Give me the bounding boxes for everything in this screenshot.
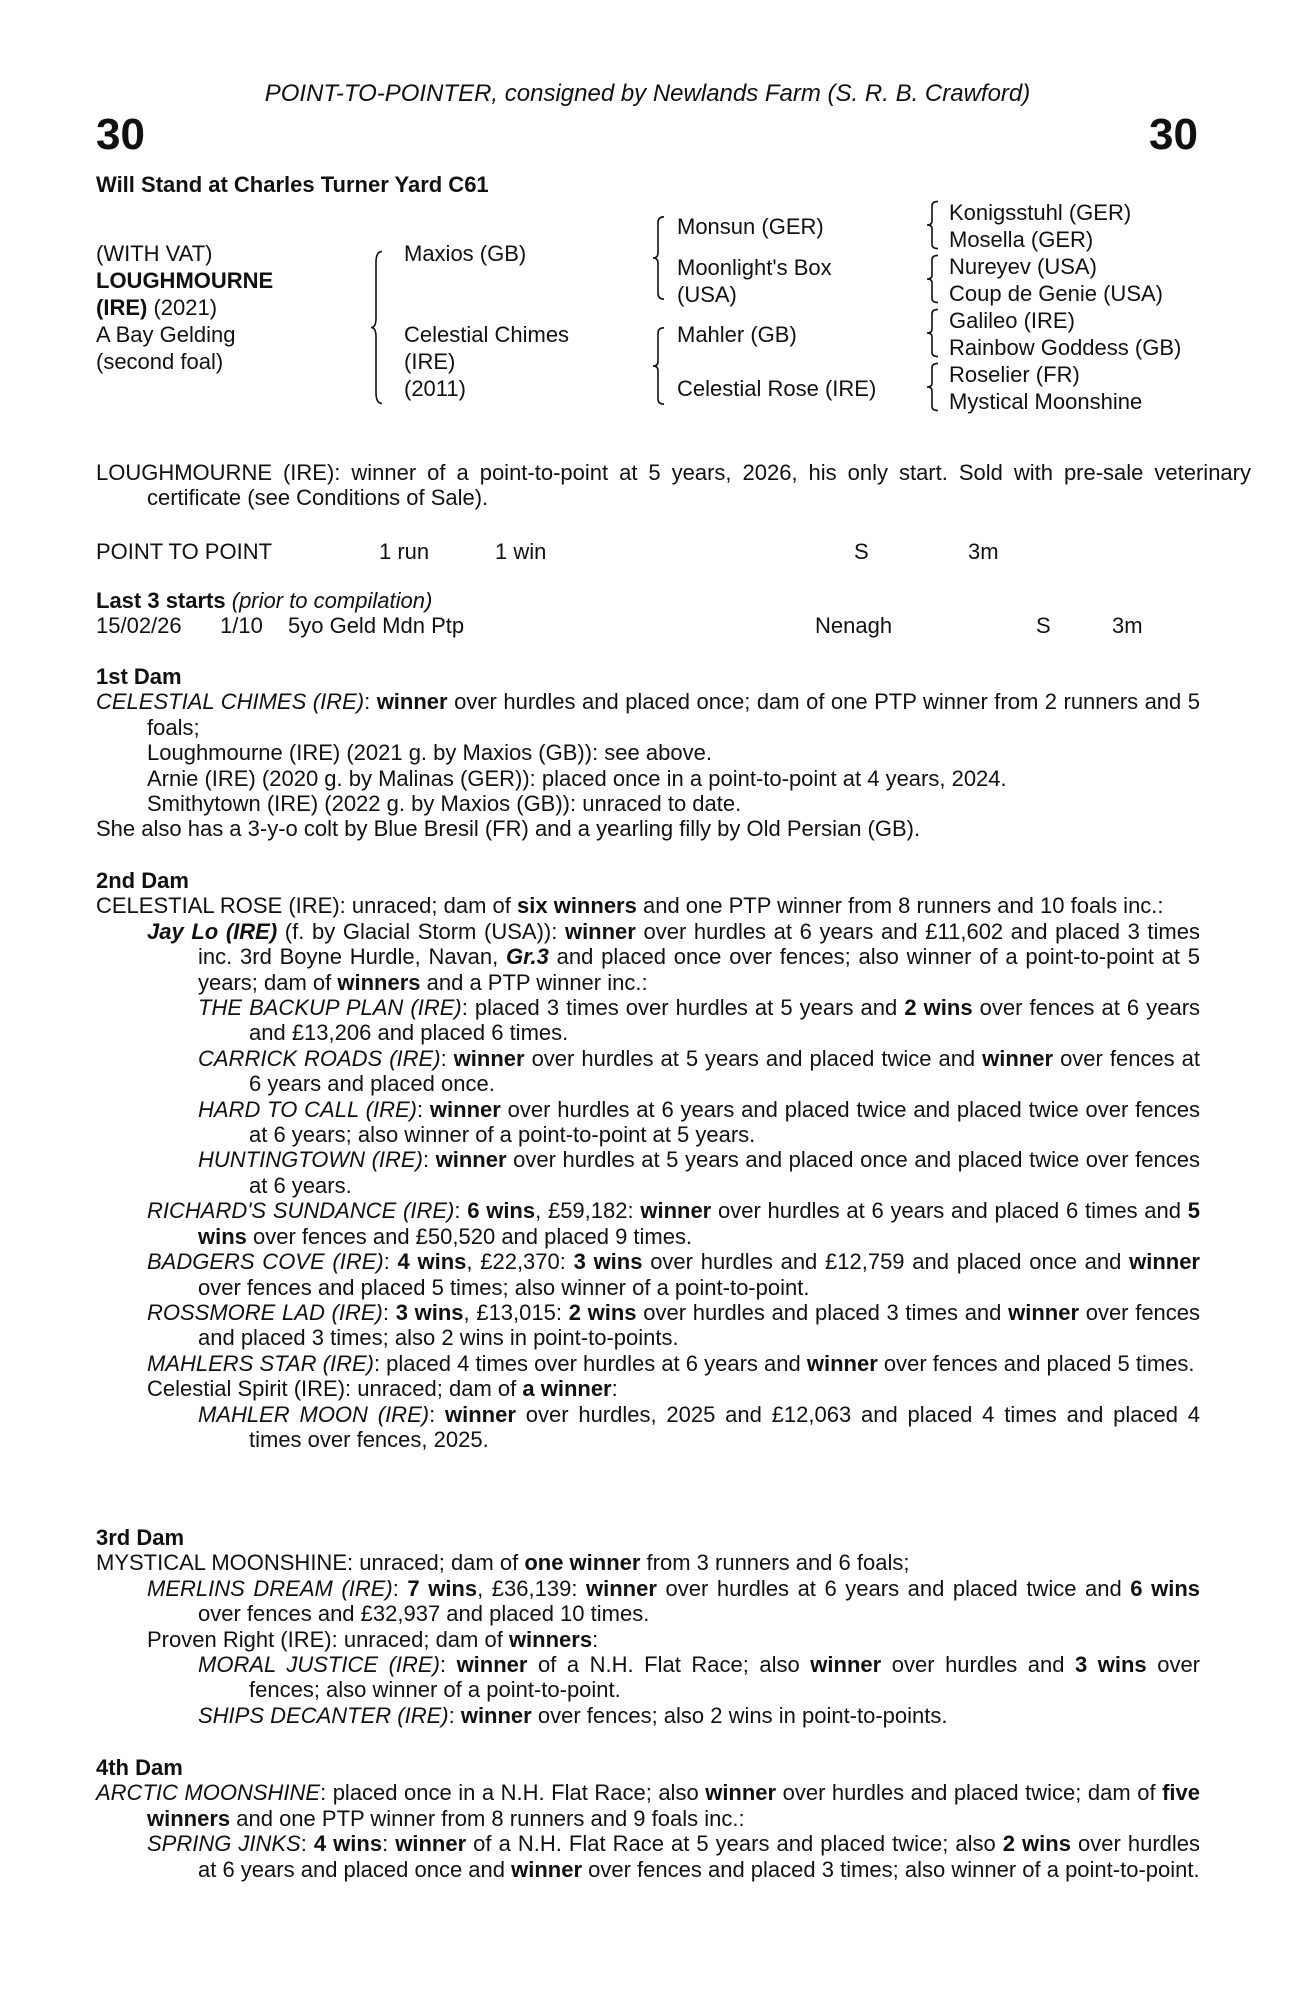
record-type: POINT TO POINT [96, 539, 273, 564]
last-starts [96, 588, 1200, 639]
text-run: of a N.H. Flat Race; also [527, 1652, 811, 1678]
text-run: over hurdles and placed twice; dam of [776, 1780, 1163, 1806]
start-distance: 3m [1112, 613, 1143, 639]
text-run: over hurdles at 6 years and £11,602 and placed 3 times inc. 3rd Boyne Hurdle, Navan, [198, 918, 1200, 970]
pedigree-entry [96, 1627, 1200, 1652]
italic-text: MERLINS DREAM (IRE) [147, 1575, 393, 1601]
ggp-3: Nureyev (USA) [949, 254, 1097, 279]
italic-text: CARRICK ROADS (IRE) [198, 1045, 441, 1071]
text-run: over fences and £32,937 and placed 10 times. [198, 1601, 650, 1627]
italic-text: RICHARD'S SUNDANCE (IRE) [147, 1198, 455, 1224]
pedigree-entry [96, 689, 1200, 740]
bold-text: winners [337, 969, 421, 995]
last-starts-heading: Last 3 starts [96, 588, 226, 613]
italic-text: MORAL JUSTICE (IRE) [198, 1652, 440, 1678]
text-run: : [429, 1401, 446, 1427]
pedigree-entry [96, 1576, 1200, 1627]
bold-text: winner [445, 1401, 516, 1427]
section-heading: 3rd Dam [96, 1525, 185, 1550]
text-run: and one PTP winner from 8 runners and 9 foals inc.: [230, 1805, 745, 1831]
pedigree-entry [96, 1831, 1200, 1882]
bold-text: winner [511, 1856, 583, 1882]
text-run: Arnie (IRE) (2020 g. by Malinas (GER)): placed once in a point-to-point at 4 years, 2024. [147, 765, 1007, 791]
italic-text: HARD TO CALL (IRE) [198, 1096, 417, 1122]
dam-sire: Mahler (GB) [677, 322, 797, 347]
ggp-7: Roselier (FR) [949, 362, 1080, 387]
text-run: over hurdles at 6 years and placed twice and placed twice over fences at 6 years; also winner of a point-to-point at 5 years. [249, 1096, 1200, 1148]
bold-text: winner [586, 1575, 657, 1601]
italic-text: MAHLERS STAR (IRE) [147, 1350, 374, 1376]
text-run: over fences and placed 5 times. [877, 1350, 1195, 1376]
bold-text: Gr.3 [506, 944, 549, 970]
start-course: Nenagh [815, 613, 893, 639]
text-run: , £13,015: [463, 1299, 569, 1325]
pedigree-entry [96, 1652, 1200, 1703]
start-position: 1/10 [220, 613, 263, 639]
bold-text: winner [705, 1780, 777, 1806]
bold-text: winner [1008, 1299, 1080, 1325]
text-run: over fences; also 2 wins in point-to-points. [531, 1702, 948, 1728]
italic-text: MAHLER MOON (IRE) [198, 1401, 430, 1427]
italic-text: SPRING JINKS [147, 1831, 301, 1857]
bold-text: Jay Lo (IRE) [147, 918, 278, 944]
pedigree-entry [96, 1147, 1200, 1198]
section-heading: 1st Dam [96, 664, 182, 689]
bold-text: winner [456, 1652, 528, 1678]
horse-country: (IRE) [96, 295, 148, 320]
lot-number-left: 30 [96, 110, 145, 159]
bold-text: winner [806, 1350, 878, 1376]
text-run: and a PTP winner inc.: [420, 969, 648, 995]
ggp-8: Mystical Moonshine [949, 389, 1143, 414]
text-run: : [364, 689, 377, 715]
text-run: Loughmourne (IRE) (2021 g. by Maxios (GB)): see above. [147, 740, 712, 766]
text-run: She also has a 3-y-o colt by Blue Bresil (FR) and a yearling filly by Old Persian (GB). [96, 816, 921, 842]
text-run: of a N.H. Flat Race at 5 years and placed twice; also [466, 1831, 1003, 1857]
text-run: : [416, 1096, 430, 1122]
text-run: Proven Right (IRE): unraced; dam of [147, 1626, 509, 1652]
text-run: : [448, 1702, 461, 1728]
text-run: CELESTIAL ROSE (IRE): unraced; dam of [96, 893, 518, 919]
bold-text: winner [435, 1147, 507, 1173]
race-record [96, 539, 1200, 565]
horse-origin [96, 294, 217, 321]
vat-note: (WITH VAT) [96, 241, 213, 266]
text-run: Celestial Spirit (IRE): unraced; dam of [147, 1376, 523, 1402]
text-run: over fences at 6 years and £13,206 and placed 6 times. [249, 995, 1201, 1046]
sire-dam-line1: Moonlight's Box [677, 255, 832, 280]
text-run: : [611, 1376, 618, 1402]
bold-text: winner [1129, 1249, 1200, 1275]
bold-text: winner [460, 1702, 532, 1728]
pedigree-entry [96, 995, 1200, 1046]
pedigree-entry [96, 740, 1200, 765]
text-run: : [383, 1249, 398, 1275]
pedigree-entry [96, 1402, 1200, 1453]
pedigree-entry [96, 1780, 1200, 1831]
bold-text: winner [564, 918, 636, 944]
bold-text: 7 wins [407, 1575, 478, 1601]
text-run: over hurdles and placed once; dam of one PTP winner from 2 runners and 5 foals; [147, 689, 1201, 740]
bold-text: six winners [517, 893, 637, 919]
brace-icon [370, 250, 384, 405]
ggp-2: Mosella (GER) [949, 227, 1094, 252]
pedigree-entry [96, 1351, 1200, 1376]
bold-text: winner [453, 1045, 525, 1071]
pedigree-entry [96, 1249, 1200, 1300]
text-run: from 3 runners and 6 foals; [640, 1550, 910, 1576]
text-run: over fences and placed 5 times; also winner of a point-to-point. [198, 1274, 810, 1300]
bold-text: winner [376, 689, 448, 715]
text-run: over hurdles, 2025 and £12,063 and placed 4 times and placed 4 times over fences, 2025. [249, 1401, 1200, 1452]
text-run: : placed 4 times over hurdles at 6 years and [373, 1350, 807, 1376]
italic-text: ARCTIC MOONSHINE [96, 1780, 321, 1806]
horse-name: LOUGHMOURNE [96, 268, 274, 293]
start-date: 15/02/26 [96, 613, 182, 639]
pedigree-entry [96, 1703, 1200, 1728]
bold-text: 2 wins [1002, 1831, 1071, 1857]
text-run: over hurdles and £12,759 and placed once and [642, 1249, 1130, 1275]
brace-icon [652, 216, 666, 300]
text-run: and placed once over fences; also winner of a point-to-point at 5 years; dam of [198, 944, 1201, 995]
text-run: over fences and £50,520 and placed 9 times. [246, 1223, 693, 1249]
text-run: : [382, 1299, 396, 1325]
text-run: , £59,182: [535, 1198, 641, 1224]
text-run: over fences; also winner of a point-to-point. [249, 1652, 1201, 1703]
dam-line1: Celestial Chimes [404, 322, 570, 347]
italic-text: HUNTINGTOWN (IRE) [198, 1147, 423, 1173]
sire: Maxios (GB) [404, 241, 527, 266]
horse-year: (2021) [153, 295, 218, 320]
italic-text: BADGERS COVE (IRE) [147, 1249, 384, 1275]
bold-text: winner [395, 1831, 467, 1857]
text-run: : [382, 1831, 396, 1857]
text-run: over hurdles at 6 years and placed once and [198, 1831, 1200, 1882]
bold-text: 3 wins [1075, 1652, 1147, 1678]
italic-text: SHIPS DECANTER (IRE) [198, 1702, 449, 1728]
pedigree-entry [96, 1376, 1200, 1401]
brace-icon [926, 363, 940, 411]
bold-text: 6 wins [467, 1198, 536, 1224]
section-heading: 4th Dam [96, 1755, 183, 1780]
bold-text: winner [810, 1652, 882, 1678]
bold-text: 5 wins [198, 1198, 1201, 1249]
bold-text: winner [640, 1198, 712, 1224]
bold-text: 2 wins [568, 1299, 637, 1325]
record-wins: 1 win [495, 539, 547, 564]
brace-icon [926, 255, 940, 303]
pedigree-entry [96, 1550, 1200, 1575]
italic-text: THE BACKUP PLAN (IRE) [198, 995, 462, 1021]
horse-description: A Bay Gelding [96, 322, 236, 347]
pedigree-entry [96, 766, 1200, 791]
text-run: : [300, 1831, 314, 1857]
horse-summary: LOUGHMOURNE (IRE): winner of a point-to-point at 5 years, 2026, his only start. Sold with pre-sale veterinary certificate (see Conditions of Sale). [96, 460, 1251, 511]
text-run: and one PTP winner from 8 runners and 10 foals inc.: [636, 893, 1164, 919]
pedigree-entry [96, 816, 1200, 841]
dam-section-3 [96, 1525, 1200, 1728]
text-run: over hurdles at 5 years and placed twice and [524, 1045, 983, 1071]
pedigree-entry [96, 1097, 1200, 1148]
text-run: over hurdles and placed 3 times and [636, 1299, 1009, 1325]
catalogue-header: POINT-TO-POINTER, consigned by Newlands Farm (S. R. B. Crawford) [264, 80, 1031, 107]
text-run: : [454, 1198, 468, 1224]
dam-section-2 [96, 868, 1200, 1452]
bold-text: 4 wins [397, 1249, 467, 1275]
ggp-4: Coup de Genie (USA) [949, 281, 1163, 306]
brace-icon [652, 327, 666, 405]
bold-text: one winner [524, 1550, 641, 1576]
text-run: Smithytown (IRE) (2022 g. by Maxios (GB)): unraced to date. [147, 791, 742, 817]
brace-icon [926, 201, 940, 249]
pedigree-entry [96, 893, 1200, 918]
text-run: : [592, 1626, 599, 1652]
start-row [96, 613, 1200, 639]
start-race: 5yo Geld Mdn Ptp [288, 613, 465, 639]
text-run: over fences and placed 3 times; also 2 wins in point-to-points. [198, 1299, 1201, 1351]
text-run: : [439, 1652, 457, 1678]
ggp-5: Galileo (IRE) [949, 308, 1075, 333]
text-run: over hurdles at 5 years and placed once and placed twice over fences at 6 years. [249, 1147, 1200, 1198]
pedigree-entry [96, 1300, 1200, 1351]
dam-dam: Celestial Rose (IRE) [677, 376, 877, 401]
text-run: MYSTICAL MOONSHINE: unraced; dam of [96, 1550, 525, 1576]
section-heading: 2nd Dam [96, 868, 189, 893]
text-run: (f. by Glacial Storm (USA)): [277, 918, 565, 944]
ggp-1: Konigsstuhl (GER) [949, 200, 1132, 225]
italic-text: CELESTIAL CHIMES (IRE) [96, 689, 365, 715]
italic-text: ROSSMORE LAD (IRE) [147, 1299, 383, 1325]
text-run: over fences and placed 3 times; also winner of a point-to-point. [582, 1856, 1200, 1882]
text-run: over hurdles and [881, 1652, 1075, 1678]
text-run: , £36,139: [477, 1575, 586, 1601]
text-run: : [422, 1147, 436, 1173]
dam-line2: (IRE) [404, 349, 456, 374]
bold-text: winner [429, 1096, 501, 1122]
pedigree-entry [96, 1198, 1200, 1249]
dam-section-4 [96, 1755, 1200, 1882]
brace-icon [926, 309, 940, 357]
last-starts-note: (prior to compilation) [231, 588, 433, 613]
text-run: : [392, 1575, 408, 1601]
stand-location: Will Stand at Charles Turner Yard C61 [96, 172, 489, 197]
text-run: over hurdles at 6 years and placed 6 times and [711, 1198, 1188, 1224]
pedigree-entry [96, 791, 1200, 816]
text-run: , £22,370: [466, 1249, 574, 1275]
record-runs: 1 run [379, 539, 430, 564]
bold-text: 4 wins [313, 1831, 383, 1857]
sire-sire: Monsun (GER) [677, 214, 824, 239]
bold-text: 3 wins [395, 1299, 464, 1325]
pedigree-entry [96, 919, 1200, 995]
text-run: : placed 3 times over hurdles at 5 years and [461, 995, 905, 1021]
record-going: S [854, 539, 869, 564]
bold-text: winner [982, 1045, 1054, 1071]
bold-text: 3 wins [573, 1249, 643, 1275]
bold-text: five winners [147, 1780, 1200, 1831]
dam-section-1 [96, 664, 1200, 842]
bold-text: 6 wins [1130, 1575, 1200, 1601]
dam-line3: (2011) [404, 376, 466, 401]
text-run: : [440, 1045, 454, 1071]
bold-text: a winner [522, 1376, 612, 1402]
pedigree-entry [96, 1046, 1200, 1097]
ggp-6: Rainbow Goddess (GB) [949, 335, 1182, 360]
sire-dam-line2: (USA) [677, 282, 737, 307]
text-run: over fences at 6 years and placed once. [249, 1045, 1201, 1097]
lot-number-right: 30 [1149, 110, 1198, 159]
start-going: S [1036, 613, 1051, 639]
record-distance: 3m [968, 539, 999, 564]
text-run: : placed once in a N.H. Flat Race; also [320, 1780, 706, 1806]
bold-text: 2 wins [904, 995, 973, 1021]
foal-note: (second foal) [96, 349, 224, 374]
text-run: over hurdles at 6 years and placed twice and [656, 1575, 1131, 1601]
bold-text: winners [508, 1626, 593, 1652]
